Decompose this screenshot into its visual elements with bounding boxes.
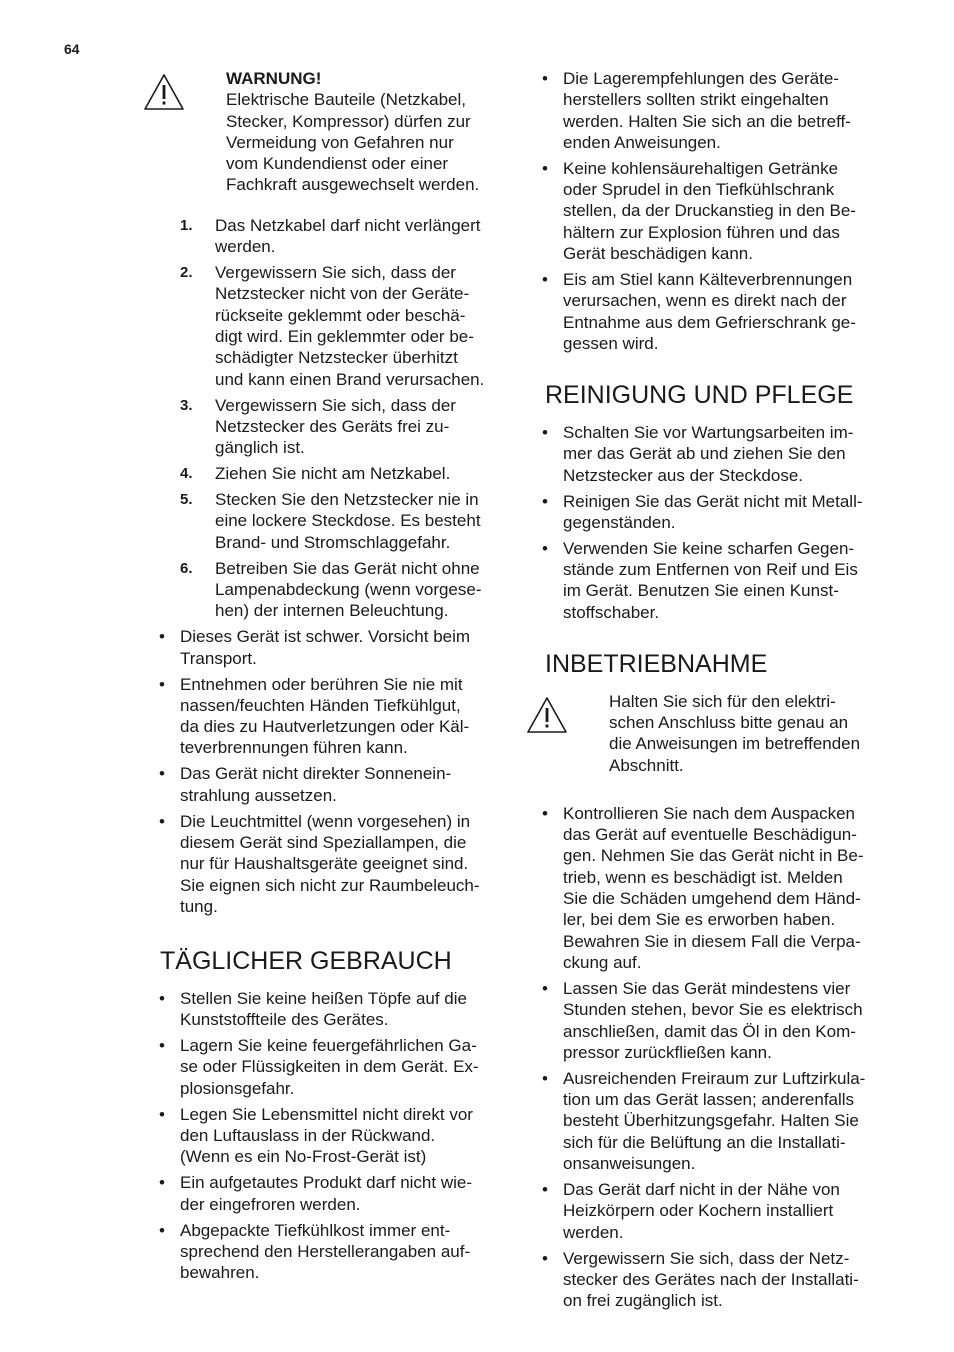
item-number: 5. [180,491,193,509]
section-heading-cleaning: REINIGUNG UND PFLEGE [545,380,854,409]
text-line: oder Sprudel in den Tiefkühlschrank [563,180,835,200]
text-line: Heizkörpern oder Kochern installiert [563,1201,834,1221]
bullet-icon: • [159,764,165,784]
item-number: 6. [180,559,193,577]
list-item [142,626,514,669]
text-line: bewahren. [180,1263,260,1283]
warning-text [226,68,514,196]
list-item [525,269,897,354]
text-line: on frei zugänglich ist. [563,1291,723,1311]
list-item [525,68,897,153]
numbered-item [142,395,514,459]
text-line: das Gerät auf eventuelle Beschädigun- [563,825,857,845]
text-line: Das Netzkabel darf nicht verlängert [215,215,481,235]
text-line: Gerät beschädigen kann. [563,244,753,264]
installation-note [525,691,897,776]
text-line: Kontrollieren Sie nach dem Auspacken [563,803,856,823]
list-item [525,803,897,973]
text-line: ckung auf. [563,952,642,972]
left-column [142,68,514,1288]
text-line: se oder Flüssigkeiten in dem Gerät. Ex- [180,1057,479,1077]
text-line: stellen, da der Druckanstieg in den Be- [563,201,856,221]
list-item [142,763,514,806]
warning-title: WARNUNG! [226,69,322,88]
text-line: besteht Überhitzungsgefahr. Halten Sie [563,1111,859,1131]
list-item [142,811,514,917]
list-item [525,1068,897,1174]
text-line: Brand- und Stromschlaggefahr. [215,532,451,552]
text-line: Stecken Sie den Netzstecker nie in [215,490,479,510]
bullet-icon: • [542,158,548,178]
text-line: gegenständen. [563,512,676,532]
text-line: ler, bei dem Sie es erworben haben. [563,910,836,930]
text-line: tung. [180,896,218,916]
text-line: der eingefroren werden. [180,1194,361,1214]
text-line: onsanweisungen. [563,1153,696,1173]
text-line: werden. [215,237,276,257]
text-line: die Anweisungen im betreffenden [609,734,861,754]
text-line: anschließen, damit das Öl in den Kom- [563,1021,856,1041]
text-line: Sie die Schäden umgehend dem Händ- [563,889,861,909]
text-line: Bewahren Sie in diesem Fall die Verpa- [563,931,861,951]
text-line: Stecker, Kompressor) dürfen zur [226,111,471,131]
list-item [142,1220,514,1284]
bullet-icon: • [542,978,548,998]
text-line: Transport. [180,648,257,668]
text-line: trieb, wenn es beschädigt ist. Melden [563,867,843,887]
text-line: eine lockere Steckdose. Es besteht [215,511,481,531]
text-line: gen. Nehmen Sie das Gerät nicht in Be- [563,846,864,866]
text-line: Legen Sie Lebensmittel nicht direkt vor [180,1104,473,1124]
text-line: Vergewissern Sie sich, dass der [215,263,456,283]
text-line: Sie eignen sich nicht zur Raumbeleuch- [180,875,480,895]
section-heading-installation: INBETRIEBNAHME [545,649,768,678]
bullet-icon: • [159,674,165,694]
text-line: sprechend den Herstellerangaben auf- [180,1241,471,1261]
text-line: sich für die Belüftung an die Installati- [563,1132,846,1152]
text-line: nur für Haushaltsgeräte geeignet sind. [180,854,469,874]
text-line: Eis am Stiel kann Kälteverbrennungen [563,270,853,290]
page-number: 64 [64,41,80,57]
text-line: Vermeidung von Gefahren nur [226,132,454,152]
text-line: Netzstecker des Geräts frei zu- [215,416,450,436]
storage-bullet-list [525,68,897,354]
text-line: Stunden stehen, bevor Sie es elektrisch [563,1000,863,1020]
list-item [525,158,897,264]
bullet-icon: • [542,491,548,511]
text-line: werden. Halten Sie sich an die betreff- [563,111,851,131]
daily-use-bullet-list [142,988,514,1284]
bullet-icon: • [159,1104,165,1124]
text-line: Verwenden Sie keine scharfen Gegen- [563,538,855,558]
item-number: 3. [180,396,193,414]
text-line: verursachen, wenn es direkt nach der [563,291,847,311]
item-number: 4. [180,465,193,483]
list-item [525,422,897,486]
text-line: Abschnitt. [609,755,684,775]
text-line: Vergewissern Sie sich, dass der Netz- [563,1248,850,1268]
text-line: Reinigen Sie das Gerät nicht mit Metall- [563,491,863,511]
list-item [142,674,514,759]
list-item [525,491,897,534]
text-line: diesem Gerät sind Speziallampen, die [180,832,467,852]
text-line: pressor zurückfließen kann. [563,1042,772,1062]
numbered-item [142,489,514,553]
text-line: rückseite geklemmt oder beschä- [215,305,466,325]
text-line: gessen wird. [563,333,659,353]
text-line: Kunststoffteile des Gerätes. [180,1010,389,1030]
bullet-icon: • [159,811,165,831]
text-line: herstellers sollten strikt eingehalten [563,90,829,110]
text-line: Ein aufgetautes Produkt darf nicht wie- [180,1173,472,1193]
list-item [142,988,514,1031]
text-line: Stellen Sie keine heißen Töpfe auf die [180,988,467,1008]
text-line: enden Anweisungen. [563,132,721,152]
text-line: stecker des Gerätes nach der Installati- [563,1269,859,1289]
text-line: Entnehmen oder berühren Sie nie mit [180,674,463,694]
text-line: Lampenabdeckung (wenn vorgese- [215,579,482,599]
text-line: Halten Sie sich für den elektri- [609,691,836,711]
text-line: schen Anschluss bitte genau an [609,712,849,732]
text-line: hältern zur Explosion führen und das [563,222,840,242]
text-line: Ziehen Sie nicht am Netzkabel. [215,464,451,484]
bullet-icon: • [542,422,548,442]
text-line: im Gerät. Benutzen Sie einen Kunst- [563,581,839,601]
text-line: schädigter Netzstecker überhitzt [215,348,458,368]
text-line: Abgepackte Tiefkühlkost immer ent- [180,1220,451,1240]
text-line: Fachkraft ausgewechselt werden. [226,175,480,195]
list-item [142,1104,514,1168]
text-line: Keine kohlensäurehaltigen Getränke [563,158,839,178]
bullet-icon: • [542,69,548,88]
warning-body [226,89,514,195]
list-item [525,1179,897,1243]
warning-triangle-icon [142,72,186,112]
list-item [525,978,897,1063]
safety-bullet-list [142,626,514,917]
text-line: Dieses Gerät ist schwer. Vorsicht beim [180,627,471,647]
list-item [142,1035,514,1099]
numbered-item [142,558,514,622]
numbered-item [142,215,514,258]
text-line: Das Gerät darf nicht in der Nähe von [563,1179,840,1199]
item-number: 1. [180,216,193,234]
text-line: Die Leuchtmittel (wenn vorgesehen) in [180,811,471,831]
numbered-item [142,262,514,390]
text-line: und kann einen Brand verursachen. [215,369,485,389]
list-item [142,1172,514,1215]
right-column [525,68,897,1316]
numbered-item [142,463,514,484]
bullet-icon: • [159,988,165,1008]
text-line: Elektrische Bauteile (Netzkabel, [226,90,467,110]
text-line: plosionsgefahr. [180,1078,295,1098]
list-item [525,1248,897,1312]
text-line: hen) der internen Beleuchtung. [215,601,449,621]
text-line: Ausreichenden Freiraum zur Luftzirkula- [563,1068,866,1088]
installation-bullet-list [525,803,897,1312]
text-line: werden. [563,1222,624,1242]
text-line: Lagern Sie keine feuergefährlichen Ga- [180,1036,477,1056]
text-line: (Wenn es ein No-Frost-Gerät ist) [180,1147,427,1167]
warning-note [142,68,514,196]
text-line: nassen/feuchten Händen Tiefkühlgut, [180,695,461,715]
text-line: Lassen Sie das Gerät mindestens vier [563,978,851,998]
text-line: mer das Gerät ab und ziehen Sie den [563,444,846,464]
bullet-icon: • [159,627,165,647]
bullet-icon: • [159,1173,165,1193]
text-line: gänglich ist. [215,438,305,458]
bullet-icon: • [542,803,548,823]
list-item [525,538,897,623]
text-line: Das Gerät nicht direkter Sonnenein- [180,764,452,784]
text-line: stände zum Entfernen von Reif und Eis [563,560,858,580]
section-heading-daily-use: TÄGLICHER GEBRAUCH [160,946,452,975]
bullet-icon: • [159,1220,165,1240]
bullet-icon: • [159,1036,165,1056]
bullet-icon: • [542,1068,548,1088]
text-line: Schalten Sie vor Wartungsarbeiten im- [563,422,854,442]
text-line: vom Kundendienst oder einer [226,154,449,174]
text-line: Netzstecker nicht von der Geräte- [215,284,470,304]
bullet-icon: • [542,270,548,290]
text-line: stoffschaber. [563,602,660,622]
text-line: teverbrennungen führen kann. [180,738,408,758]
bullet-icon: • [542,1179,548,1199]
safety-numbered-list [142,215,514,622]
bullet-icon: • [542,1248,548,1268]
bullet-icon: • [542,538,548,558]
text-line: da dies zu Hautverletzungen oder Käl- [180,717,470,737]
text-line: Entnahme aus dem Gefrierschrank ge- [563,312,856,332]
installation-note-text [609,691,897,776]
warning-triangle-icon [525,695,569,735]
text-line: den Luftauslass in der Rückwand. [180,1126,436,1146]
text-line: Vergewissern Sie sich, dass der [215,395,456,415]
text-line: strahlung aussetzen. [180,785,337,805]
text-line: Netzstecker aus der Steckdose. [563,465,804,485]
item-number: 2. [180,264,193,282]
cleaning-bullet-list [525,422,897,623]
text-line: Betreiben Sie das Gerät nicht ohne [215,558,480,578]
text-line: tion um das Gerät lassen; anderenfalls [563,1090,855,1110]
text-line: digt wird. Ein geklemmter oder be- [215,326,474,346]
text-line: Die Lagerempfehlungen des Geräte- [563,69,839,88]
